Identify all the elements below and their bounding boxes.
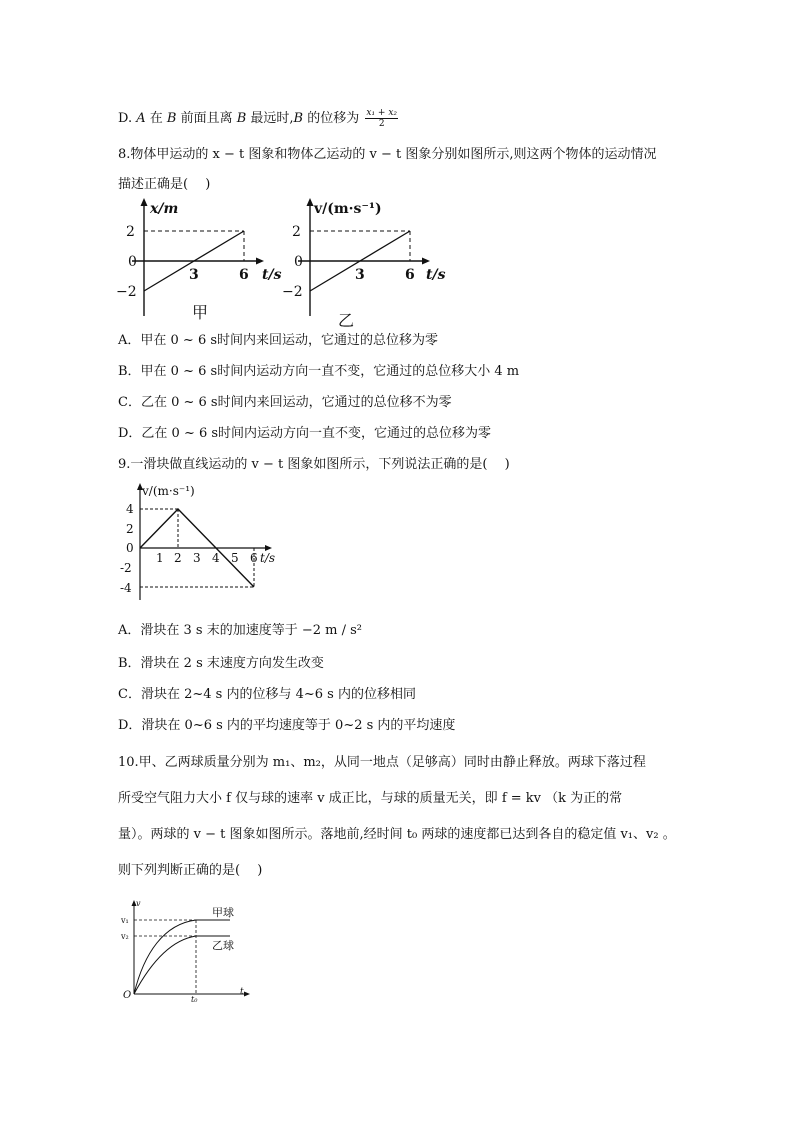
q8-option-c: C．乙在 0 ~ 6 s时间内来回运动，它通过的总位移不为零 bbox=[118, 395, 452, 410]
tick-label: 6 bbox=[405, 267, 415, 283]
y-tick-label: 0 bbox=[126, 541, 134, 555]
q8-graph-jia bbox=[116, 198, 282, 328]
q9-option-a: A．滑块在 3 s 末的加速度等于 −2 m / s² bbox=[118, 623, 363, 638]
x-arrow-icon bbox=[256, 258, 264, 265]
v1-label: v₁ bbox=[121, 916, 129, 925]
tick-label: 0 bbox=[294, 254, 303, 270]
x-tick-label: 3 bbox=[193, 551, 201, 565]
q8-stem-line2: 描述正确是( ) bbox=[118, 177, 211, 192]
var-b: B bbox=[236, 111, 247, 126]
x-tick-label: 1 bbox=[156, 551, 164, 565]
graph-caption: 乙 bbox=[338, 311, 355, 330]
y-axis-label: v/(m·s⁻¹) bbox=[314, 201, 382, 217]
q10-stem-line4: 则下列判断正确的是( ) bbox=[118, 863, 263, 878]
text-seg: 前面且离 bbox=[176, 111, 237, 126]
fraction-denominator: 2 bbox=[378, 119, 385, 129]
y-tick-label: 4 bbox=[126, 502, 134, 516]
text-seg: 最远时, bbox=[246, 111, 294, 126]
var-b: B bbox=[293, 111, 304, 126]
v2-label: v₂ bbox=[121, 932, 129, 941]
q9-stem: 9.一滑块做直线运动的 v − t 图象如图所示，下列说法正确的是( ) bbox=[118, 457, 510, 472]
y-tick-label: -2 bbox=[120, 561, 132, 575]
text-seg: 在 bbox=[145, 111, 167, 126]
y-axis-label: v bbox=[136, 899, 141, 908]
x-axis-label: t bbox=[240, 987, 244, 997]
jia-curve bbox=[134, 920, 230, 994]
x-arrow-icon bbox=[422, 258, 430, 265]
tick-label: −2 bbox=[116, 284, 137, 300]
q8-option-a: A．甲在 0 ~ 6 s时间内来回运动，它通过的总位移为零 bbox=[118, 333, 439, 348]
q10-stem-line1: 10.甲、乙两球质量分别为 m₁、m₂，从同一地点（足够高）同时由静止释放。两球下落过程 bbox=[118, 755, 646, 770]
q8-graph-yi bbox=[282, 198, 456, 330]
y-arrow-icon bbox=[307, 198, 314, 206]
y-axis-label: v/(m·s⁻¹) bbox=[142, 484, 195, 498]
tick-label: 3 bbox=[189, 267, 199, 283]
x-axis-label: t/s bbox=[262, 267, 282, 283]
y-tick-label: 2 bbox=[126, 522, 134, 536]
tick-label: 2 bbox=[126, 224, 135, 240]
q10-stem-line2: 所受空气阻力大小 f 仅与球的速率 v 成正比，与球的质量无关，即 f = kv （k 为正的常 bbox=[118, 791, 623, 806]
origin-label: O bbox=[123, 990, 132, 1001]
option-prefix: D. bbox=[118, 111, 137, 126]
y-axis-label: x/m bbox=[150, 201, 179, 217]
graph-caption: 甲 bbox=[192, 303, 209, 322]
tick-label: 3 bbox=[355, 267, 365, 283]
text-seg: 的位移为 bbox=[303, 111, 364, 126]
q9-option-c: C．滑块在 2~4 s 内的位移与 4~6 s 内的位移相同 bbox=[118, 687, 416, 702]
x-axis-label: t/s bbox=[426, 267, 446, 283]
tick-label: 0 bbox=[128, 254, 137, 270]
y-arrow-icon bbox=[141, 198, 148, 206]
q9-option-d: D．滑块在 0~6 s 内的平均速度等于 0~2 s 内的平均速度 bbox=[118, 718, 456, 733]
y-tick-label: -4 bbox=[120, 581, 132, 595]
prev-option-d bbox=[118, 108, 398, 129]
q8-option-d: D．乙在 0 ~ 6 s时间内运动方向一直不变，它通过的总位移为零 bbox=[118, 426, 492, 441]
t0-label: t₀ bbox=[191, 995, 198, 1004]
x-axis-label: t/s bbox=[260, 551, 276, 565]
fraction bbox=[365, 108, 398, 129]
q8-stem-line1: 8.物体甲运动的 x − t 图象和物体乙运动的 v − t 图象分别如图所示,则这两个物体的运动情况 bbox=[118, 147, 657, 162]
q9-graph bbox=[120, 480, 290, 605]
jia-label: 甲球 bbox=[212, 906, 234, 919]
q10-stem-line3: 量）。两球的 v − t 图象如图所示。落地前,经时间 t₀ 两球的速度都已达到各自的稳定值 v₁、v₂ 。 bbox=[118, 827, 676, 842]
q9-option-b: B．滑块在 2 s 末速度方向发生改变 bbox=[118, 656, 324, 671]
x-tick-label: 6 bbox=[250, 551, 258, 565]
tick-label: 6 bbox=[239, 267, 249, 283]
tick-label: −2 bbox=[282, 284, 303, 300]
var-b: B bbox=[166, 111, 177, 126]
x-tick-label: 5 bbox=[231, 551, 239, 565]
tick-label: 2 bbox=[292, 224, 301, 240]
q10-graph bbox=[118, 898, 258, 1006]
x-arrow-icon bbox=[244, 992, 250, 997]
x-tick-label: 2 bbox=[174, 551, 182, 565]
x-tick-label: 4 bbox=[212, 551, 220, 565]
fraction-numerator: x₁ + x₂ bbox=[366, 108, 398, 118]
var-a: A bbox=[136, 111, 146, 126]
yi-label: 乙球 bbox=[212, 939, 234, 952]
q8-option-b: B．甲在 0 ~ 6 s时间内运动方向一直不变，它通过的总位移大小 4 m bbox=[118, 364, 520, 379]
